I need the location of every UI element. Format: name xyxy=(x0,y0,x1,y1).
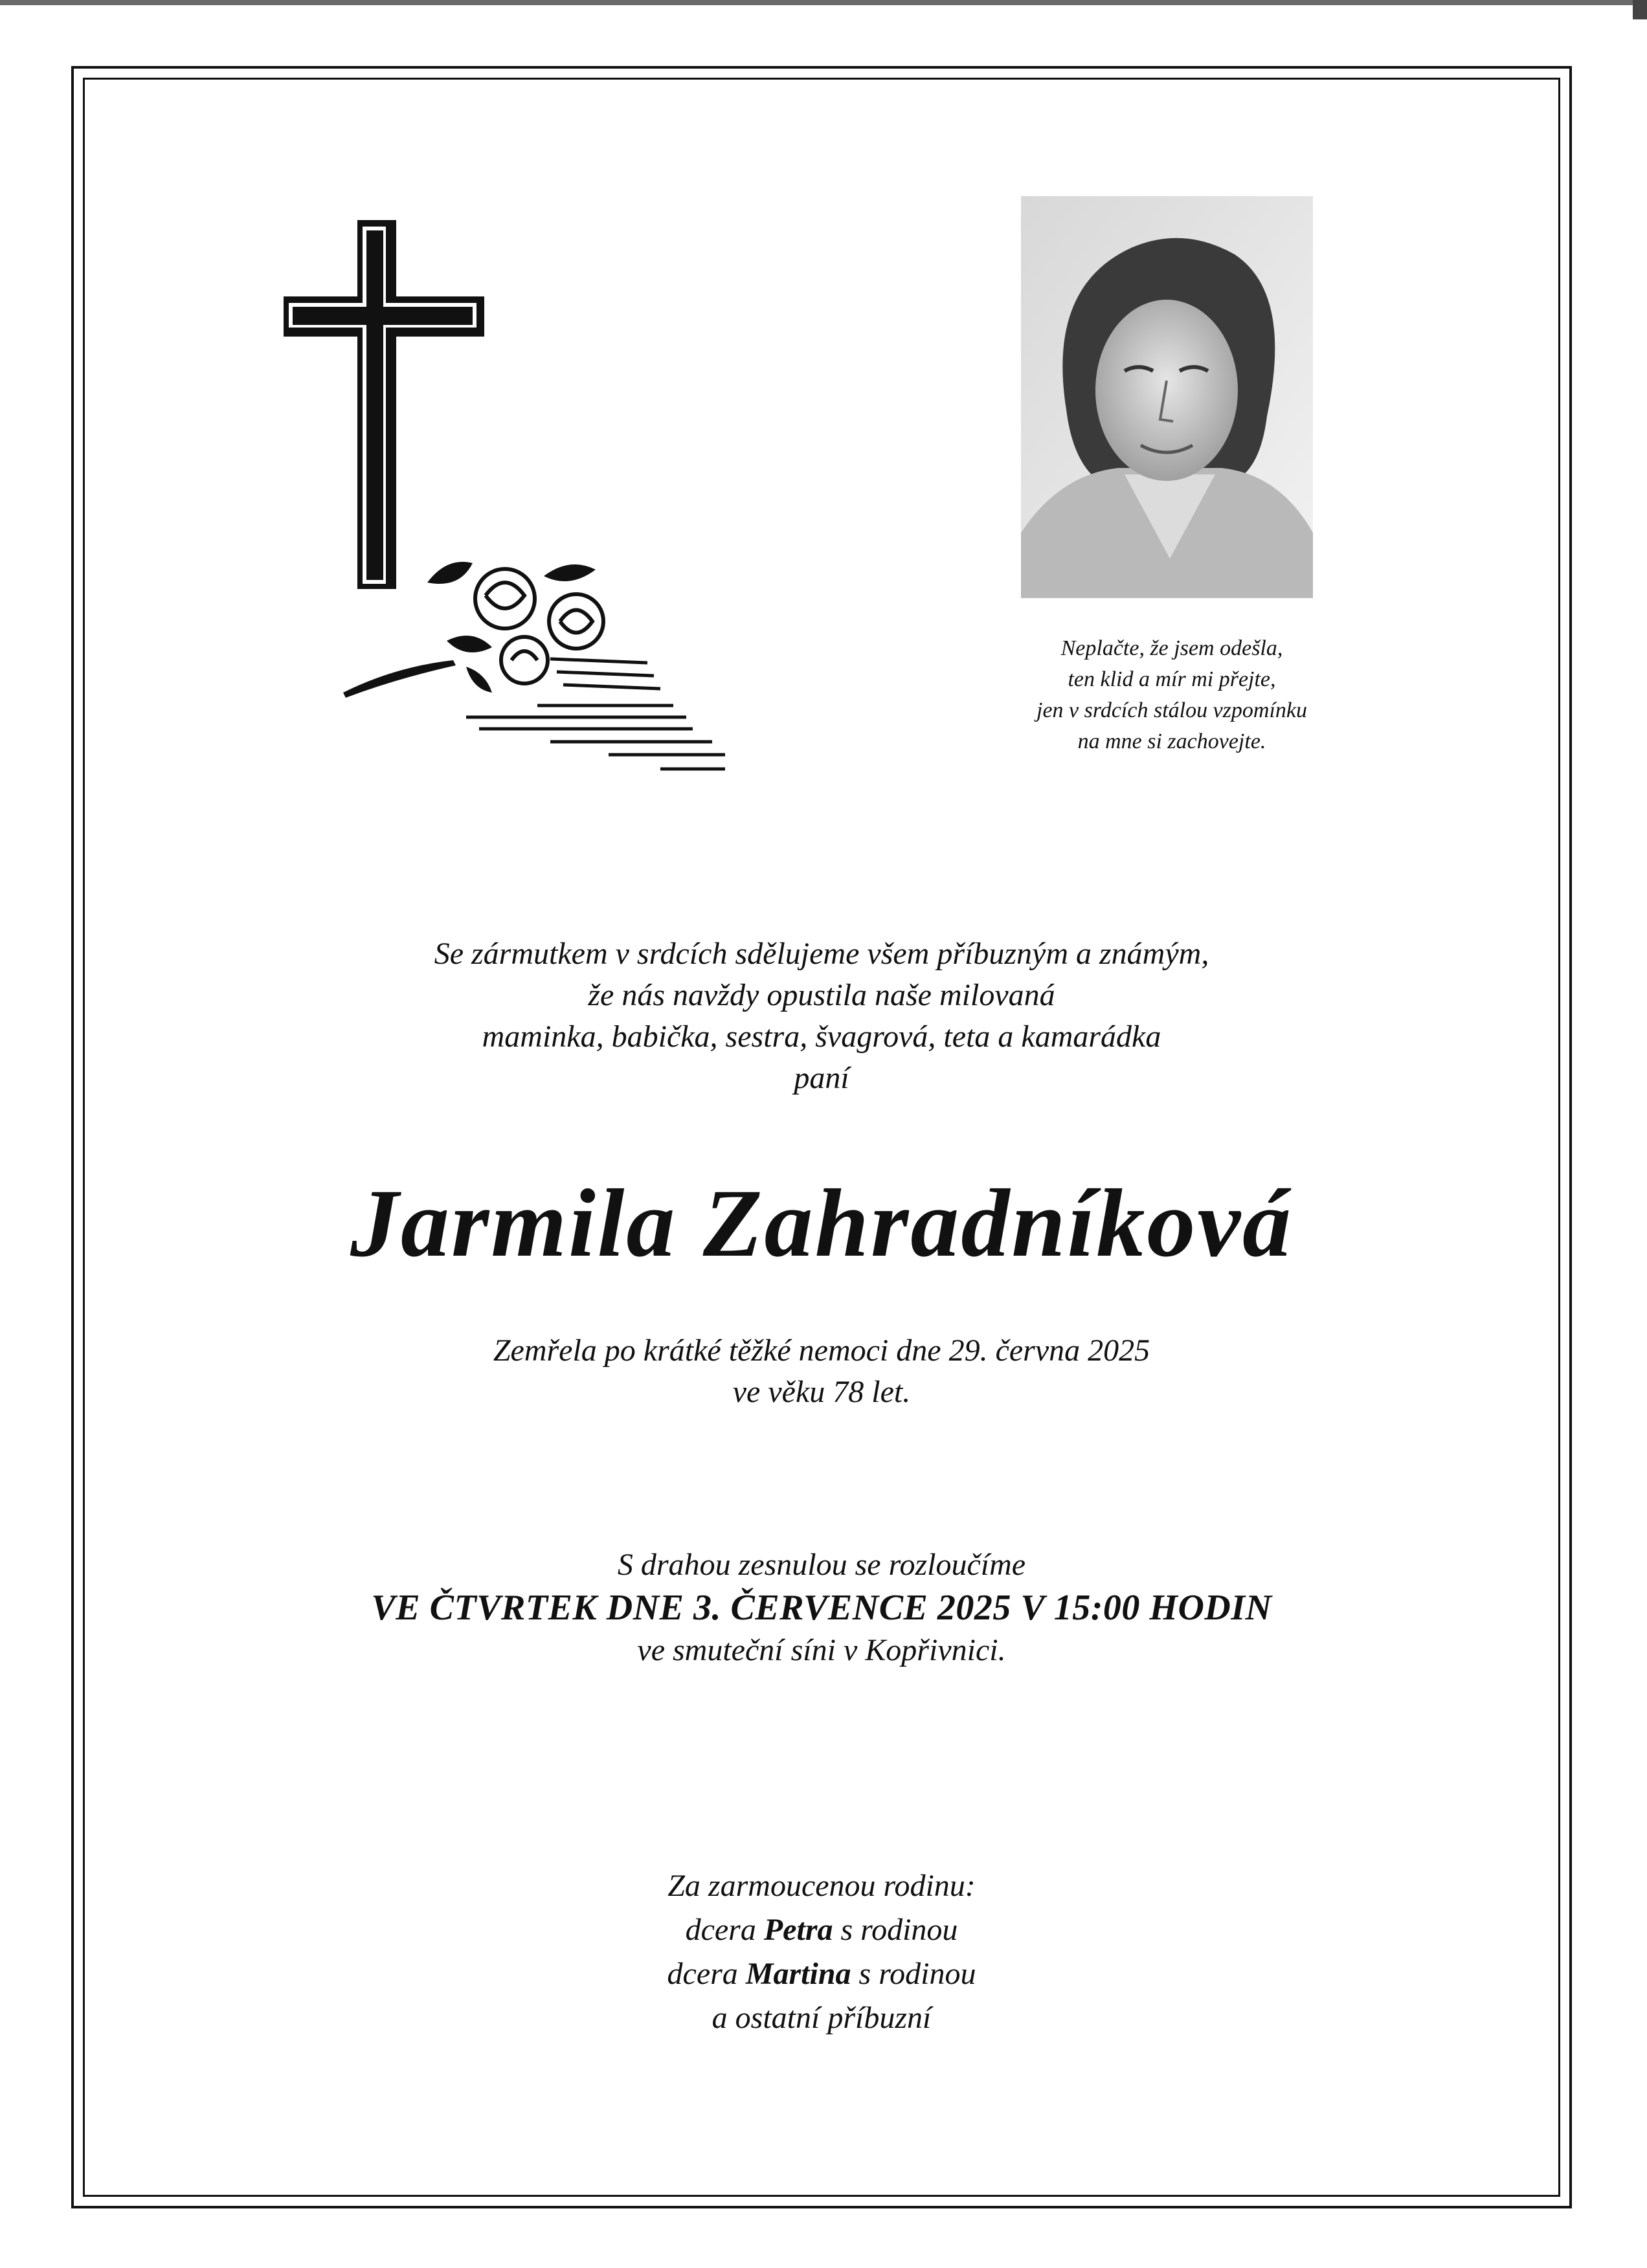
deceased-name-text: Jarmila Zahradníková xyxy=(350,1170,1293,1277)
poem-line: jen v srdcích stálou vzpomínku xyxy=(1036,698,1307,722)
farewell-info xyxy=(83,1544,1560,1672)
farewell-datetime: VE ČTVRTEK DNE 3. ČERVENCE 2025 V 15:00 HODIN xyxy=(371,1588,1272,1628)
family-member-suffix: s rodinou xyxy=(851,1957,976,1991)
farewell-place: ve smuteční síni v Kopřivnici. xyxy=(637,1633,1006,1667)
poem-line: na mne si zachovejte. xyxy=(1077,729,1266,753)
death-info-line: Zemřela po krátké těžké nemoci dne 29. června 2025 xyxy=(493,1333,1150,1368)
family-member-name: Petra xyxy=(763,1913,833,1947)
scan-edge-top xyxy=(0,0,1647,5)
family-member-prefix: dcera xyxy=(667,1957,746,1991)
family-others: a ostatní příbuzní xyxy=(711,2001,932,2035)
portrait-photo xyxy=(1021,196,1313,598)
death-info xyxy=(83,1330,1560,1413)
family-member-name: Martina xyxy=(745,1957,851,1991)
announcement-line: maminka, babička, sestra, švagrová, teta a kamarádka xyxy=(482,1019,1161,1054)
memorial-poem xyxy=(939,633,1405,757)
poem-line: ten klid a mír mi přejte, xyxy=(1068,667,1276,691)
family-member xyxy=(83,1908,1560,1952)
death-info-line: ve věku 78 let. xyxy=(732,1375,911,1409)
announcement-line: Se zármutkem v srdcích sdělujeme všem příbuzným a známým, xyxy=(434,937,1209,971)
family-intro: Za zarmoucenou rodinu: xyxy=(667,1869,976,1903)
family-member-suffix: s rodinou xyxy=(833,1913,958,1947)
family-member-prefix: dcera xyxy=(685,1913,764,1947)
family-member xyxy=(83,1952,1560,1996)
family-signature xyxy=(83,1864,1560,2040)
farewell-intro: S drahou zesnulou se rozloučíme xyxy=(617,1548,1026,1582)
announcement-line: paní xyxy=(794,1061,849,1095)
scan-edge-corner xyxy=(1633,0,1647,19)
announcement-text xyxy=(83,933,1560,1099)
cross-with-roses-icon xyxy=(272,214,738,796)
deceased-name xyxy=(83,1165,1560,1282)
poem-line: Neplačte, že jsem odešla, xyxy=(1060,636,1283,660)
announcement-line: že nás navždy opustila naše milovaná xyxy=(588,978,1055,1012)
